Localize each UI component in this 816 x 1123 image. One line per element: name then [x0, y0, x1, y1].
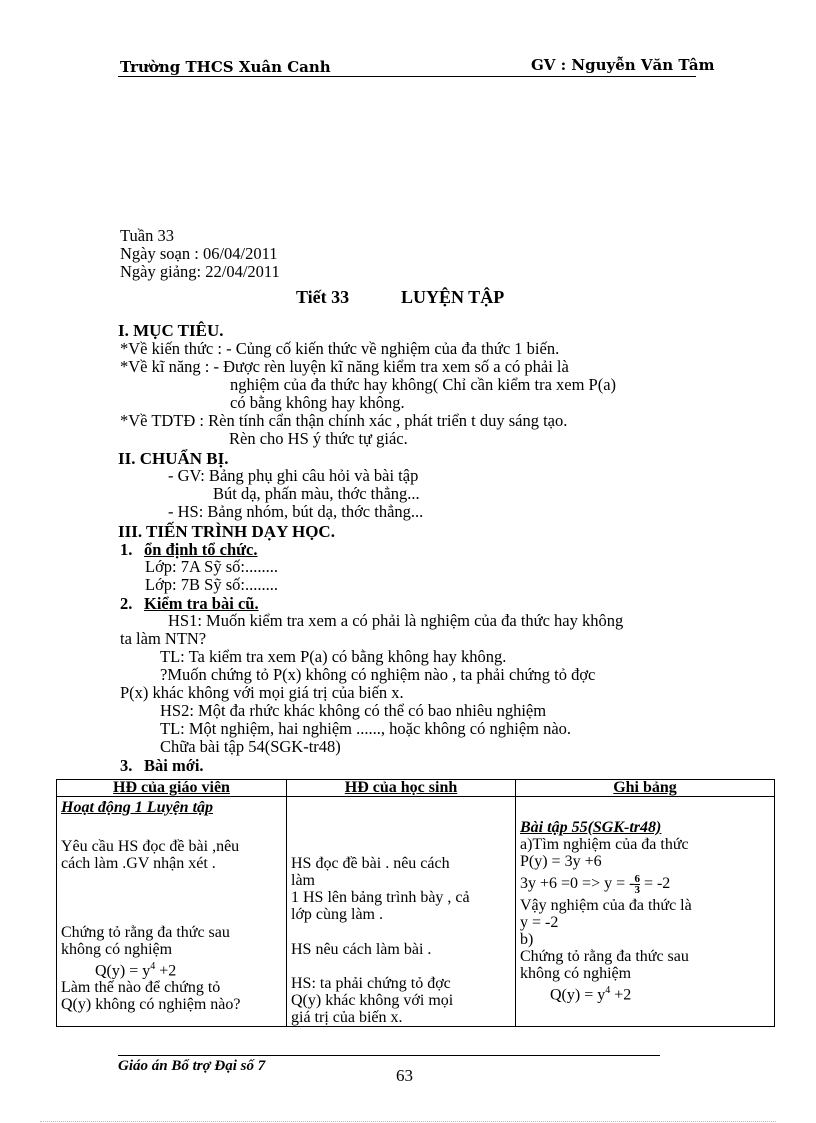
board-polynomial: $Q(y) = y^4 +2$ — [550, 985, 632, 1004]
page-number: 63 — [396, 1066, 413, 1085]
header-school: Trường THCS Xuân Canh — [120, 58, 331, 76]
check-line: Chữa bài tập 54(SGK-tr48) — [160, 737, 341, 756]
board-text: y = -2 — [520, 914, 559, 931]
col-header-board: Ghi bảng — [516, 780, 775, 797]
footer-rule — [118, 1055, 660, 1056]
week: Tuần 33 — [120, 226, 174, 245]
section-process-heading: III. TIẾN TRÌNH DẠY HỌC. — [118, 522, 335, 541]
check-line: HS2: Một đa rhức khác không có thể có bao nhiêu nghiệm — [160, 701, 547, 720]
student-text: Q(y) khác không với mọi — [291, 992, 454, 1009]
board-equation: 3y +6 =0 => y = - $\frac{6}{3}$ = -2 — [520, 872, 671, 896]
student-text: giá trị của biến x. — [291, 1009, 403, 1026]
exercise-title: Bài tập 55(SGK-tr48) — [520, 819, 662, 836]
lesson-table — [56, 779, 775, 1027]
lesson-title: LUYỆN TẬP — [401, 287, 505, 307]
sub2-title: Kiểm tra bài cũ. — [144, 594, 259, 613]
board-cell — [516, 797, 775, 1027]
lesson-number: Tiết 33 — [296, 287, 350, 307]
header-teacher: GV : Nguyễn Văn Tâm — [531, 56, 715, 74]
activity-title: Hoạt động 1 Luyện tập — [61, 799, 214, 816]
sub3-number: 3. — [120, 756, 133, 775]
teacher-text: không có nghiệm — [61, 941, 173, 958]
objective-line: nghiệm của đa thức hay không( Chỉ cần kiểm tra xem P(a) — [230, 375, 617, 394]
teacher-cell — [57, 797, 287, 1027]
footer-book: Giáo án Bổ trợ Đại số 7 — [118, 1058, 266, 1074]
date-prepared: Ngày soạn : 06/04/2011 — [120, 244, 278, 263]
objective-line: Rèn cho HS ý thức tự giác. — [229, 429, 408, 448]
board-text: không có nghiệm — [520, 965, 632, 982]
board-text: Chứng tỏ rằng đa thức sau — [520, 948, 689, 965]
sub1-title: ổn định tổ chức. — [144, 540, 258, 559]
teacher-text: Yêu cầu HS đọc đề bài ,nêu — [61, 838, 240, 855]
sub1-number: 1. — [120, 540, 133, 559]
sub3-title: Bài mới. — [144, 756, 204, 775]
student-text: lớp cùng làm . — [291, 906, 383, 923]
teacher-text: Làm thế nào để chứng tỏ — [61, 979, 221, 997]
student-cell — [287, 797, 516, 1027]
teacher-text: cách làm .GV nhận xét . — [61, 855, 216, 872]
sub2-number: 2. — [120, 594, 133, 613]
objective-line: *Về kiến thức : - Củng cố kiến thức về nghiệm của đa thức 1 biến. — [120, 339, 560, 358]
table-row — [57, 797, 775, 1027]
student-text: 1 HS lên bảng trình bày , cả — [291, 889, 470, 906]
date-taught: Ngày giảng: 22/04/2011 — [120, 262, 280, 281]
board-text: a)Tìm nghiệm của đa thức — [520, 836, 689, 853]
check-line: TL: Ta kiểm tra xem P(a) có bằng không hay không. — [160, 647, 507, 666]
board-text: b) — [520, 931, 534, 948]
objective-line: *Về kĩ năng : - Được rèn luyện kĩ năng kiểm tra xem số a có phải là — [120, 357, 569, 376]
student-text: HS nêu cách làm bài . — [291, 941, 432, 958]
teacher-text: Q(y) không có nghiệm nào? — [61, 996, 241, 1014]
page-bottom-edge — [40, 1121, 776, 1122]
check-line: HS1: Muốn kiểm tra xem a có phải là nghiệm của đa thức hay không — [168, 611, 624, 630]
student-text: HS: ta phải chứng tỏ đợc — [291, 975, 451, 992]
board-text: Vậy nghiệm của đa thức là — [520, 897, 692, 914]
section-objectives-heading: I. MỤC TIÊU. — [118, 321, 224, 340]
teacher-polynomial: $Q(y) = y^4 +2$ — [95, 961, 177, 980]
preparation-line: Bút dạ, phấn màu, thớc thẳng... — [213, 484, 420, 503]
student-text: làm — [291, 872, 315, 889]
col-header-student: HĐ của học sinh — [287, 780, 516, 797]
preparation-line: - HS: Bảng nhóm, bút dạ, thớc thẳng... — [168, 502, 424, 521]
section-preparation-heading: II. CHUẨN BỊ. — [118, 449, 229, 468]
student-text: HS đọc đề bài . nêu cách — [291, 855, 450, 872]
table-header-row — [57, 780, 775, 797]
preparation-line: - GV: Bảng phụ ghi câu hỏi và bài tập — [168, 466, 419, 485]
col-header-teacher: HĐ của giáo viên — [57, 780, 287, 797]
check-line: ?Muốn chứng tỏ P(x) không có nghiệm nào , ta phải chứng tỏ đợc — [160, 665, 596, 684]
class-line: Lớp: 7A Sỹ số:........ — [145, 557, 278, 576]
header-rule — [118, 76, 696, 77]
objective-line: có bằng không hay không. — [230, 393, 405, 412]
class-line: Lớp: 7B Sỹ số:........ — [145, 575, 278, 594]
fraction: $\frac{6}{3}$ — [634, 872, 640, 896]
teacher-text: Chứng tỏ rằng đa thức sau — [61, 924, 230, 941]
check-line: P(x) khác không với mọi giá trị của biến x. — [120, 683, 404, 702]
board-text: P(y) = 3y +6 — [520, 853, 602, 870]
check-line: TL: Một nghiệm, hai nghiệm ......, hoặc không có nghiệm nào. — [160, 719, 572, 738]
check-line: ta làm NTN? — [120, 629, 207, 648]
objective-line: *Về TDTĐ : Rèn tính cẩn thận chính xác , phát triển t duy sáng tạo. — [120, 411, 568, 430]
